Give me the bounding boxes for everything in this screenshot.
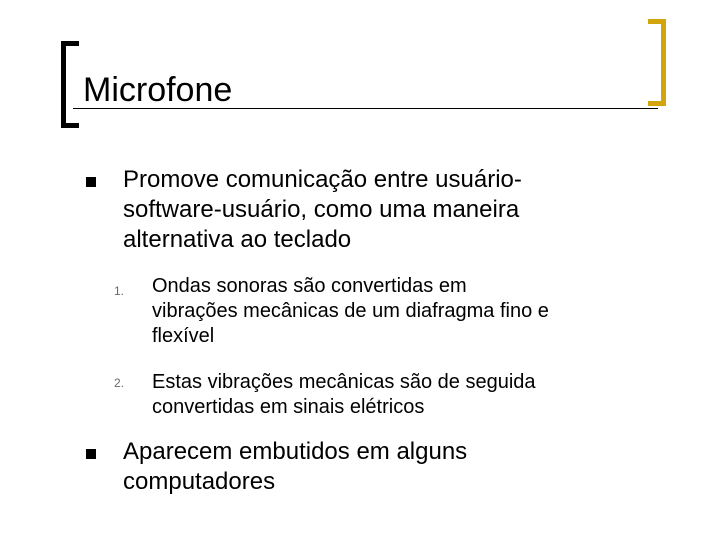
square-bullet-icon <box>86 449 96 459</box>
bullet-2-text <box>123 437 683 497</box>
subitem-1-line-1: Ondas sonoras são convertidas em <box>152 275 467 297</box>
subitem-2-line-2: convertidas em sinais elétricos <box>152 396 425 418</box>
subitem-2-line-1: Estas vibrações mecânicas são de seguida <box>152 371 536 393</box>
bullet-1-text <box>123 165 683 255</box>
subitem-1-number: 1. <box>114 284 125 298</box>
slide-title: Microfone <box>83 71 233 109</box>
square-bullet-icon <box>86 177 96 187</box>
bullet-1-line-2: software-usuário, como uma maneira <box>123 196 520 223</box>
right-bracket-decoration <box>648 19 666 106</box>
subitem-2-text <box>152 370 682 420</box>
bullet-1-line-1: Promove comunicação entre usuário- <box>123 166 522 193</box>
subitem-1-line-2: vibrações mecânicas de um diafragma fino e <box>152 300 549 322</box>
subitem-1-text <box>152 274 682 349</box>
left-bracket-decoration <box>61 41 79 128</box>
subitem-2-number: 2. <box>114 376 125 390</box>
subitem-1-line-3: flexível <box>152 325 215 347</box>
bullet-1-line-3: alternativa ao teclado <box>123 226 352 253</box>
bullet-2-line-1: Aparecem embutidos em alguns <box>123 438 468 465</box>
bullet-2-line-2: computadores <box>123 468 276 495</box>
